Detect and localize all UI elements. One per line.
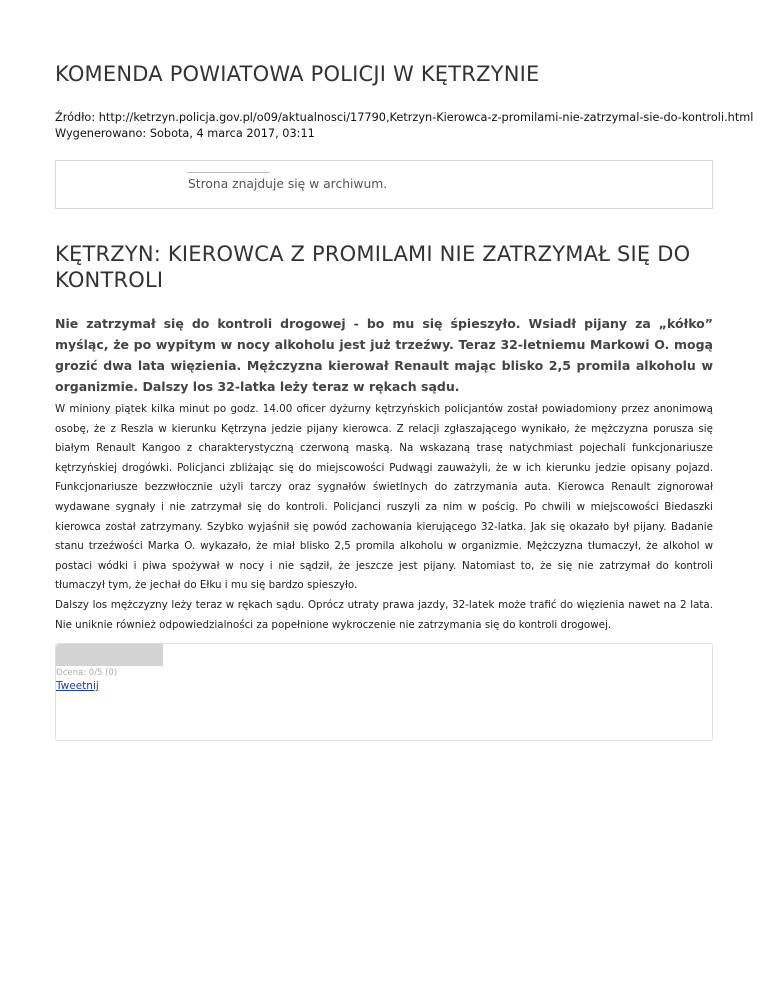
rating-text: Ocena: 0/5 (0): [56, 668, 118, 678]
article-lead: Nie zatrzymał się do kontroli drogowej - bo mu się śpieszyło. Wsiadł pijany za „kółko” myśląc, że po wypitym w nocy alkoholu jest już trzeźwy. Teraz 32-letniemu Markowi O. mogą grozić dwa lata więzienia. Mężczyzna kierował Renault mając blisko 2,5 promila alkoholu w organizmie. Dalszy los 32-latka leży teraz w rękach sądu.: [55, 316, 713, 394]
site-title: KOMENDA POWIATOWA POLICJI W KĘTRZYNIE: [55, 62, 540, 86]
archive-notice: Strona znajduje się w archiwum.: [188, 177, 388, 191]
generated-date: Wygenerowano: Sobota, 4 marca 2017, 03:11: [55, 127, 315, 140]
archive-divider: [187, 172, 270, 173]
rating-stars-widget[interactable]: [56, 644, 163, 666]
article-body: [55, 400, 713, 635]
document-meta: [55, 110, 753, 142]
source-url: Źródło: http://ketrzyn.policja.gov.pl/o09/aktualnosci/17790,Ketrzyn-Kierowca-z-promilami-nie-zatrzymal-sie-do-kontroli.html: [55, 111, 754, 124]
article-paragraph: Dalszy los mężczyzny leży teraz w rękach sądu. Oprócz utraty prawa jazdy, 32-latek może trafić do więzienia nawet na 2 lata. Nie uniknie również odpowiedzialności za popełnione wykroczenie nie zatrzymania się do kontroli drogowej.: [55, 598, 713, 631]
article-paragraph: W miniony piątek kilka minut po godz. 14.00 oficer dyżurny kętrzyńskich policjantów został powiadomiony przez anonimową osobę, że z Reszla w kierunku Kętrzyna jedzie pijany kierowca. Z relacji zgłaszającego wynikało, że mężczyzna porusza się białym Renault Kangoo z charakterystyczną czerwoną maską. Na wskazaną trasę natychmiast pojechali funkcjonariusze kętrzyńskiej drogówki. Policjanci zbliżając się do miejscowości Pudwągi zauważyli, że w ich kierunku jedzie opisany pojazd. Funkcjonariusze bezzwłocznie użyli tarczy oraz sygnałów świetlnych do zatrzymania auta. Kierowca Renault zignorował wydawane sygnały i nie zatrzymał się do kontroli. Policjanci ruszyli za nim w pościg. Po chwili w miejscowości Biedaszki kierowca został zatrzymany. Szybko wyjaśnił się powód zachowania kierującego 32-latka. Jak się okazało był pijany. Badanie stanu trzeźwości Marka O. wykazało, że miał blisko 2,5 promila alkoholu w organizmie. Mężczyzna tłumaczył, że alkohol w postaci wódki i piwa spożywał w nocy i nie sądził, że jeszcze jest pijany. Natomiast to, że się nie zatrzymał do kontroli tłumaczył tym, że jechał do Ełku i mu się bardzo spieszyło.: [55, 403, 713, 592]
archive-notice-box: [55, 160, 713, 209]
tweet-link[interactable]: Tweetnij: [56, 680, 99, 692]
article-title: KĘTRZYN: KIEROWCA Z PROMILAMI NIE ZATRZYMAŁ SIĘ DO KONTROLI: [55, 242, 691, 292]
social-box: [55, 643, 713, 741]
